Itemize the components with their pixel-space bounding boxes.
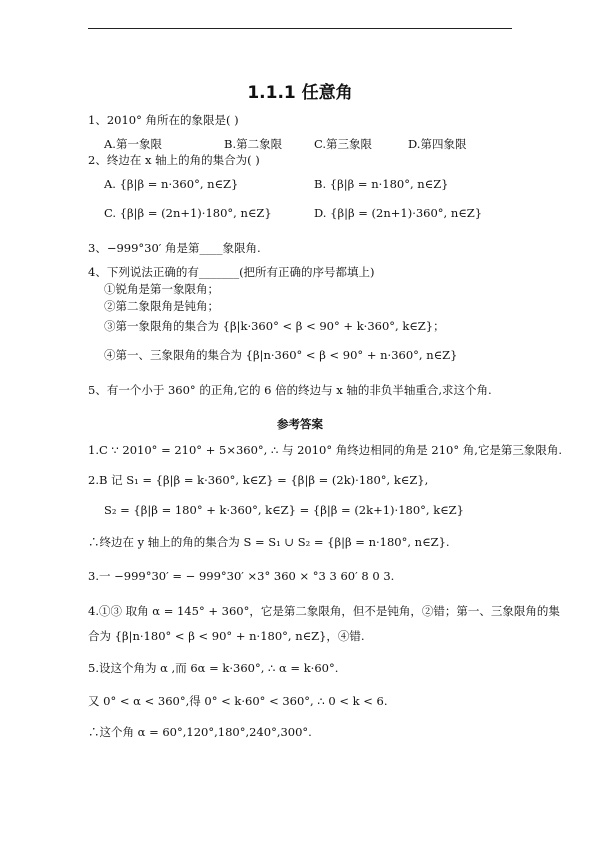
question-4: 4、下列说法正确的有_______(把所有正确的序号都填上) [88,265,375,279]
header-rule [88,28,512,29]
question-1: 1、2010° 角所在的象限是( ) [88,113,239,127]
q2-option-c: C. {β|β = (2n+1)·180°, n∈Z} [104,206,272,220]
answer-4-line-2: 合为 {β|n·180° < β < 90° + n·180°, n∈Z}，④错. [88,629,365,643]
answer-3: 3.一 −999°30′ = − 999°30′ ×3° 360 × °3 3 60′ 8 0 3. [88,569,395,583]
q1-option-a: A.第一象限 [104,137,162,151]
answer-2-line-1: 2.B 记 S₁ = {β|β = k·360°, k∈Z} = {β|β = (2k)·180°, k∈Z}, [88,473,429,487]
answer-5-line-3: ∴这个角 α = 60°,120°,180°,240°,300°. [88,725,312,739]
answer-5-line-2: 又 0° < α < 360°,得 0° < k·60° < 360°, ∴ 0 < k < 6. [88,694,388,708]
answer-4-line-1: 4.①③ 取角 α = 145° + 360°，它是第二象限角，但不是钝角，②错；第一、三象限角的集 [88,604,560,618]
q4-statement-4: ④第一、三象限角的集合为 {β|n·360° < β < 90° + n·360°, n∈Z} [104,348,458,362]
question-3: 3、−999°30′ 角是第____象限角. [88,241,261,255]
q4-statement-2: ②第二象限角是钝角； [104,299,219,313]
answers-heading: 参考答案 [277,417,323,431]
q4-statement-1: ①锐角是第一象限角； [104,282,219,296]
question-5: 5、有一个小于 360° 的正角,它的 6 倍的终边与 x 轴的非负半轴重合,求这个角. [88,383,492,397]
question-2: 2、终边在 x 轴上的角的集合为( ) [88,153,260,167]
answer-5-line-1: 5.设这个角为 α ,而 6α = k·360°, ∴ α = k·60°. [88,661,339,675]
page-title: 1.1.1 任意角 [247,83,353,103]
q2-option-d: D. {β|β = (2n+1)·360°, n∈Z} [314,206,483,220]
q1-option-b: B.第二象限 [224,137,283,151]
q1-option-c: C.第三象限 [314,137,373,151]
q1-option-d: D.第四象限 [408,137,467,151]
q2-option-b: B. {β|β = n·180°, n∈Z} [314,177,449,191]
answer-1: 1.C ∵ 2010° = 210° + 5×360°, ∴ 与 2010° 角终边相同的角是 210° 角,它是第三象限角. [88,443,563,457]
answer-2-line-3: ∴终边在 y 轴上的角的集合为 S = S₁ ∪ S₂ = {β|β = n·180°, n∈Z}. [88,535,450,549]
answer-2-line-2: S₂ = {β|β = 180° + k·360°, k∈Z} = {β|β = (2k+1)·180°, k∈Z} [104,503,464,517]
q4-statement-3: ③第一象限角的集合为 {β|k·360° < β < 90° + k·360°, k∈Z}； [104,319,445,333]
q2-option-a: A. {β|β = n·360°, n∈Z} [104,177,239,191]
